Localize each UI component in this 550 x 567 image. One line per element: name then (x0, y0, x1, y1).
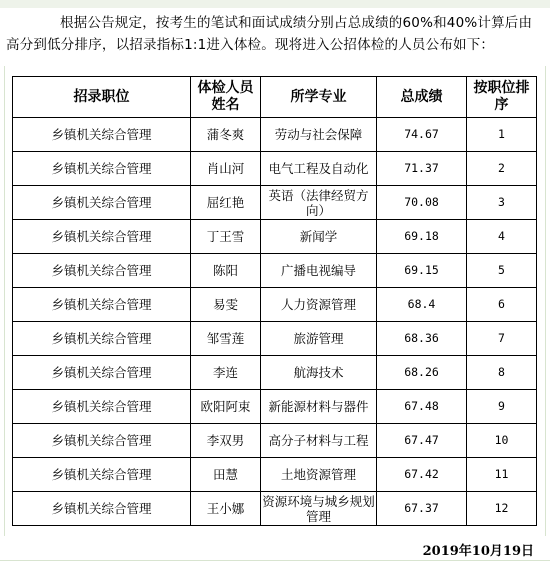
cell-score: 68.36 (377, 322, 467, 356)
cell-position: 乡镇机关综合管理 (13, 390, 191, 424)
table-row (13, 186, 537, 220)
cell-name: 王小娜 (191, 492, 261, 526)
header-name: 体检人员姓名 (191, 77, 261, 118)
table-row (13, 118, 537, 152)
cell-score: 68.26 (377, 356, 467, 390)
cell-rank: 10 (467, 424, 537, 458)
cell-position: 乡镇机关综合管理 (13, 356, 191, 390)
cell-major: 广播电视编导 (261, 254, 377, 288)
header-score: 总成绩 (377, 77, 467, 118)
cell-position: 乡镇机关综合管理 (13, 458, 191, 492)
table-row (13, 390, 537, 424)
cell-position: 乡镇机关综合管理 (13, 424, 191, 458)
cell-position: 乡镇机关综合管理 (13, 220, 191, 254)
cell-rank: 7 (467, 322, 537, 356)
cell-position: 乡镇机关综合管理 (13, 492, 191, 526)
cell-major: 航海技术 (261, 356, 377, 390)
cell-name: 欧阳阿束 (191, 390, 261, 424)
cell-rank: 2 (467, 152, 537, 186)
cell-score: 71.37 (377, 152, 467, 186)
cell-major: 人力资源管理 (261, 288, 377, 322)
cell-major: 资源环境与城乡规划管理 (262, 493, 375, 524)
cell-score: 67.48 (377, 390, 467, 424)
sheet-top-strip (0, 0, 550, 8)
publish-date: 2019年10月19日 (422, 544, 534, 559)
cell-position: 乡镇机关综合管理 (13, 118, 191, 152)
cell-rank: 11 (467, 458, 537, 492)
header-major: 所学专业 (261, 77, 377, 118)
cell-position: 乡镇机关综合管理 (13, 186, 191, 220)
cell-name: 蒲冬爽 (191, 118, 261, 152)
intro-paragraph: 根据公告规定，按考生的笔试和面试成绩分别占总成绩的60%和40%计算后由高分到低分排序，以招录指标1:1进入体检。现将进入公招体检的人员公布如下： (6, 15, 533, 53)
cell-name: 田慧 (191, 458, 261, 492)
header-rank: 按职位排序 (467, 77, 537, 118)
cell-name: 邹雪莲 (191, 322, 261, 356)
cell-rank: 1 (467, 118, 537, 152)
cell-major: 高分子材料与工程 (261, 424, 377, 458)
table-header-row (13, 77, 537, 118)
cell-score: 67.47 (377, 424, 467, 458)
cell-score: 70.08 (377, 186, 467, 220)
table-row (13, 424, 537, 458)
cell-major: 土地资源管理 (261, 458, 377, 492)
table-row (13, 152, 537, 186)
table-row (13, 356, 537, 390)
cell-name: 屈红艳 (191, 186, 261, 220)
cell-name: 李双男 (191, 424, 261, 458)
cell-position: 乡镇机关综合管理 (13, 254, 191, 288)
cell-rank: 6 (467, 288, 537, 322)
cell-rank: 12 (467, 492, 537, 526)
cell-score: 69.18 (377, 220, 467, 254)
cell-name: 丁王雪 (191, 220, 261, 254)
cell-name: 李连 (191, 356, 261, 390)
cell-rank: 9 (467, 390, 537, 424)
cell-major: 电气工程及自动化 (261, 152, 377, 186)
table-row (13, 254, 537, 288)
table-row (13, 492, 537, 526)
cell-rank: 8 (467, 356, 537, 390)
cell-name: 肖山河 (191, 152, 261, 186)
cell-score: 67.37 (377, 492, 467, 526)
table-row (13, 322, 537, 356)
cell-major: 劳动与社会保障 (261, 118, 377, 152)
header-position: 招录职位 (13, 77, 191, 118)
table-row (13, 288, 537, 322)
cell-major: 旅游管理 (261, 322, 377, 356)
table-row (13, 220, 537, 254)
cell-rank: 5 (467, 254, 537, 288)
cell-name: 易雯 (191, 288, 261, 322)
cell-rank: 4 (467, 220, 537, 254)
results-table (12, 76, 537, 526)
cell-name: 陈阳 (191, 254, 261, 288)
cell-major: 新闻学 (261, 220, 377, 254)
cell-position: 乡镇机关综合管理 (13, 152, 191, 186)
cell-major: 英语（法律经贸方向） (261, 186, 377, 220)
cell-score: 68.4 (377, 288, 467, 322)
table-row (13, 458, 537, 492)
cell-score: 74.67 (377, 118, 467, 152)
cell-position: 乡镇机关综合管理 (13, 288, 191, 322)
cell-score: 67.42 (377, 458, 467, 492)
cell-major: 新能源材料与器件 (261, 390, 377, 424)
cell-score: 69.15 (377, 254, 467, 288)
cell-rank: 3 (467, 186, 537, 220)
cell-position: 乡镇机关综合管理 (13, 322, 191, 356)
